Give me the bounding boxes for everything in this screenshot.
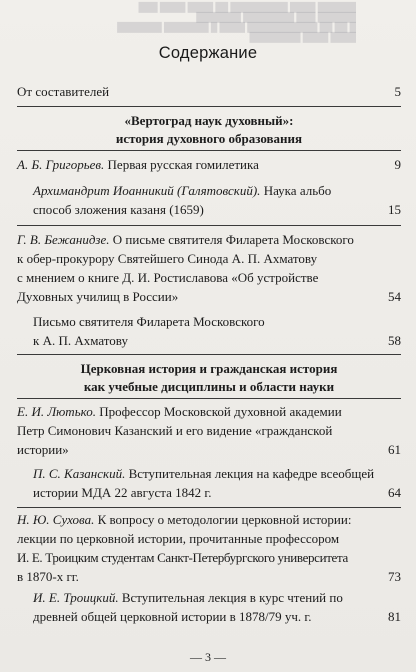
entry-title-line: истории МДА 22 августа 1842 г. (33, 485, 212, 500)
entry-title-line: древней общей церковной истории в 1878/79 уч. г. (33, 609, 312, 624)
divider (17, 507, 401, 508)
page-title: Содержание (158, 44, 258, 62)
toc-entry[interactable] (17, 230, 401, 306)
entry-title-line: с мнением о книге Д. И. Ростиславова «Об устройстве (17, 270, 319, 285)
page-number: 81 (388, 609, 401, 624)
page-folio: — 3 — (190, 650, 226, 664)
toc-entry[interactable] (17, 312, 401, 350)
divider (17, 225, 401, 226)
entry-title-line: Духовных училищ в России» (17, 289, 179, 304)
entry-title: О письме святителя Филарета Московского (112, 232, 354, 247)
toc-entry[interactable] (17, 402, 401, 459)
toc-entry[interactable] (17, 155, 401, 174)
entry-title-line: лекции по церковной истории, прочитанные профессором (17, 531, 340, 546)
page-number: 15 (388, 202, 401, 217)
entry-author: А. Б. Григорьев. (17, 157, 105, 172)
toc-entry[interactable] (17, 464, 401, 502)
entry-title: От составителей (17, 84, 110, 99)
entry-title: Вступительная лекция в курс чтений по (121, 590, 343, 605)
entry-author: Н. Ю. Сухова. (17, 512, 95, 527)
divider (17, 398, 401, 399)
page-number: 54 (388, 289, 401, 304)
toc-entry[interactable] (17, 588, 401, 626)
entry-title-line: И. Е. Троицким студентам Санкт-Петербургского университета (17, 550, 348, 565)
show-through-text: ██████ ████ █████████ ██ ████ ████ ███ ██████ ███ ████████ ███████ █ ██ ██ ███████████ ████ █ ███████ ███████ ████ ████ ████████ (117, 2, 356, 42)
toc-entry[interactable] (17, 510, 401, 586)
entry-title-line: истории» (17, 442, 69, 457)
entry-author: Архимандрит Иоанникий (Галятовский). (33, 183, 261, 198)
entry-author: Е. И. Лютько. (17, 404, 96, 419)
section-heading: Церковная история и гражданская история как учебные дисциплины и области науки (80, 361, 338, 394)
entry-title: Наука альбо (263, 183, 332, 198)
entry-author: И. Е. Троицкий. (33, 590, 119, 605)
toc-entry[interactable] (17, 181, 401, 219)
page-number: 9 (394, 157, 401, 172)
divider (17, 106, 401, 107)
entry-title: Профессор Московской духовной академии (99, 404, 342, 419)
entry-title: К вопросу о методологии церковной истории: (97, 512, 352, 527)
entry-title-line: Петр Симонович Казанский и его видение «гражданской (17, 423, 333, 438)
divider (17, 354, 401, 355)
page-number: 64 (388, 485, 401, 500)
entry-title: Письмо святителя Филарета Московского (33, 314, 265, 329)
page-number: 58 (388, 333, 401, 348)
divider (17, 150, 401, 151)
entry-author: П. С. Казанский. (33, 466, 126, 481)
page-number: 73 (388, 569, 401, 584)
entry-title: Вступительная лекция на кафедре всеобщей (128, 466, 375, 481)
entry-title-line: способ зложения казаня (1659) (33, 202, 204, 217)
entry-title-line: к А. П. Ахматову (33, 333, 129, 348)
toc-entry[interactable] (17, 82, 401, 101)
entry-author: Г. В. Бежанидзе. (17, 232, 110, 247)
entry-title-line: в 1870-х гг. (17, 569, 79, 584)
page-number: 5 (394, 84, 401, 99)
page-number: 61 (388, 442, 401, 457)
entry-title: Первая русская гомилетика (107, 157, 259, 172)
section-heading: «Вертоград наук духовный»: история духовного образования (115, 113, 303, 146)
entry-title-line: к обер-прокурору Святейшего Синода А. П. Ахматову (17, 251, 318, 266)
